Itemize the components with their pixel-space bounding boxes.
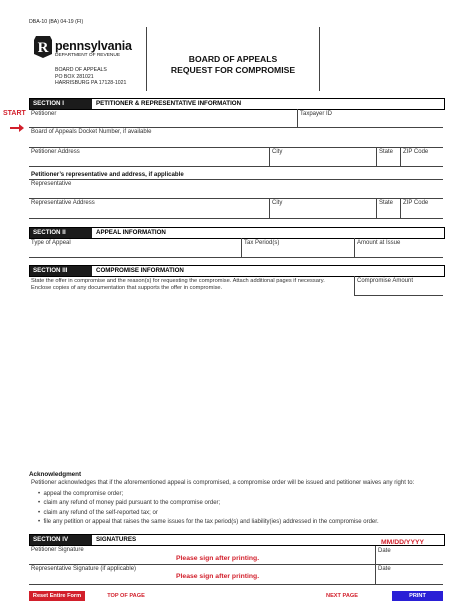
form-title-line2: REQUEST FOR COMPROMISE — [170, 65, 296, 75]
acknowledgment-list — [38, 490, 379, 527]
section-1-header — [29, 98, 445, 110]
docket-number-label: Board of Appeals Docket Number, if available — [31, 129, 152, 135]
compromise-instructions-line2: Enclose copies of any documentation that supports the offer in compromise. — [31, 285, 223, 292]
petitioner-signature-label: Petitioner Signature — [31, 547, 84, 553]
start-label: START — [3, 110, 26, 117]
representative-city-field[interactable] — [270, 199, 376, 217]
representative-date-label: Date — [378, 566, 391, 572]
section-2-tag: SECTION II — [30, 228, 92, 238]
representative-address-label: Representative Address — [31, 200, 95, 206]
petitioner-date-label: Date — [378, 548, 391, 554]
section-2-title: APPEAL INFORMATION — [96, 229, 166, 236]
list-item: • appeal the compromise order; — [38, 491, 124, 497]
header-divider-right — [319, 27, 320, 91]
acknowledgment-heading: Acknowledgment — [29, 471, 82, 478]
petitioner-city-field[interactable] — [270, 148, 376, 165]
representative-city-label: City — [272, 200, 283, 206]
compromise-offer-textarea[interactable] — [29, 294, 354, 464]
petitioner-state-label: State — [379, 149, 394, 155]
reset-form-button[interactable]: Reset Entire Form — [29, 591, 85, 601]
logo-subtitle: DEPARTMENT OF REVENUE — [55, 53, 121, 58]
section-4-tag: SECTION IV — [30, 535, 92, 545]
address-line: PO BOX 281021 — [55, 73, 94, 80]
taxpayer-id-label: Taxpayer ID — [300, 111, 333, 117]
row-rule — [29, 584, 443, 585]
section-1-title: PETITIONER & REPRESENTATIVE INFORMATION — [96, 100, 242, 107]
compromise-amount-label: Compromise Amount — [357, 278, 414, 284]
representative-signature-label: Representative Signature (if applicable) — [31, 566, 137, 572]
section-3-tag: SECTION III — [30, 266, 92, 276]
section-2-header — [29, 227, 445, 239]
acknowledgment-intro: Petitioner acknowledges that if the aforementioned appeal is compromised, a compromise order will be issued and petitioner waives any right to: — [31, 480, 415, 486]
list-item: • claim any refund of money paid pursuant to the compromise order; — [38, 500, 221, 507]
tax-periods-label: Tax Period(s) — [244, 240, 280, 246]
address-line: HARRISBURG PA 17128-1021 — [55, 80, 127, 87]
section-1-tag: SECTION I — [30, 99, 92, 109]
compromise-instructions-line1: State the offer in compromise and the reason(s) for requesting the compromise. Attach additional pages if necessary. — [31, 278, 325, 284]
list-item: • file any petition or appeal that raises the same issues for the tax period(s) and liability(ies) addressed in the compromise order. — [38, 518, 379, 525]
row-rule — [29, 257, 443, 258]
representative-label: Representative — [31, 181, 72, 187]
sign-notice: Please sign after printing. — [176, 573, 260, 580]
form-title — [147, 54, 319, 76]
representative-field[interactable] — [29, 180, 443, 197]
start-arrow-icon — [10, 119, 24, 137]
pa-keystone-logo — [33, 35, 53, 59]
form-id: DBA-10 (BA) 04-19 (FI) — [29, 19, 84, 25]
date-format-hint: MM/DD/YYYY — [381, 539, 425, 546]
section-3-header — [29, 265, 445, 277]
address-line: BOARD OF APPEALS — [55, 67, 107, 73]
petitioner-city-label: City — [272, 149, 283, 155]
row-rule — [29, 166, 443, 167]
row-rule — [29, 218, 443, 219]
petitioner-zip-label: ZIP Code — [403, 149, 429, 155]
petitioner-label: Petitioner — [31, 111, 57, 117]
petitioner-address-label: Petitioner Address — [31, 149, 80, 155]
section-3-title: COMPROMISE INFORMATION — [96, 267, 184, 274]
petitioner-field[interactable] — [29, 110, 297, 126]
representative-state-label: State — [379, 200, 394, 206]
row-rule — [354, 295, 443, 296]
amount-at-issue-label: Amount at Issue — [357, 240, 401, 246]
compromise-instructions — [31, 278, 351, 292]
mailing-address — [55, 67, 126, 87]
representative-zip-label: ZIP Code — [403, 200, 429, 206]
print-button[interactable]: PRINT — [392, 591, 443, 601]
next-page-button[interactable]: NEXT PAGE — [326, 593, 358, 599]
svg-text:R: R — [37, 40, 49, 56]
representative-heading: Petitioner’s representative and address, if applicable — [31, 171, 184, 178]
sign-notice: Please sign after printing. — [176, 555, 260, 562]
section-4-title: SIGNATURES — [96, 536, 137, 543]
type-of-appeal-label: Type of Appeal — [31, 240, 71, 246]
list-item: • claim any refund of the self-reported tax; or — [38, 509, 158, 516]
logo-name: pennsylvania — [55, 39, 132, 53]
top-of-page-button[interactable]: TOP OF PAGE — [107, 593, 145, 599]
form-title-line1: BOARD OF APPEALS — [188, 54, 278, 64]
